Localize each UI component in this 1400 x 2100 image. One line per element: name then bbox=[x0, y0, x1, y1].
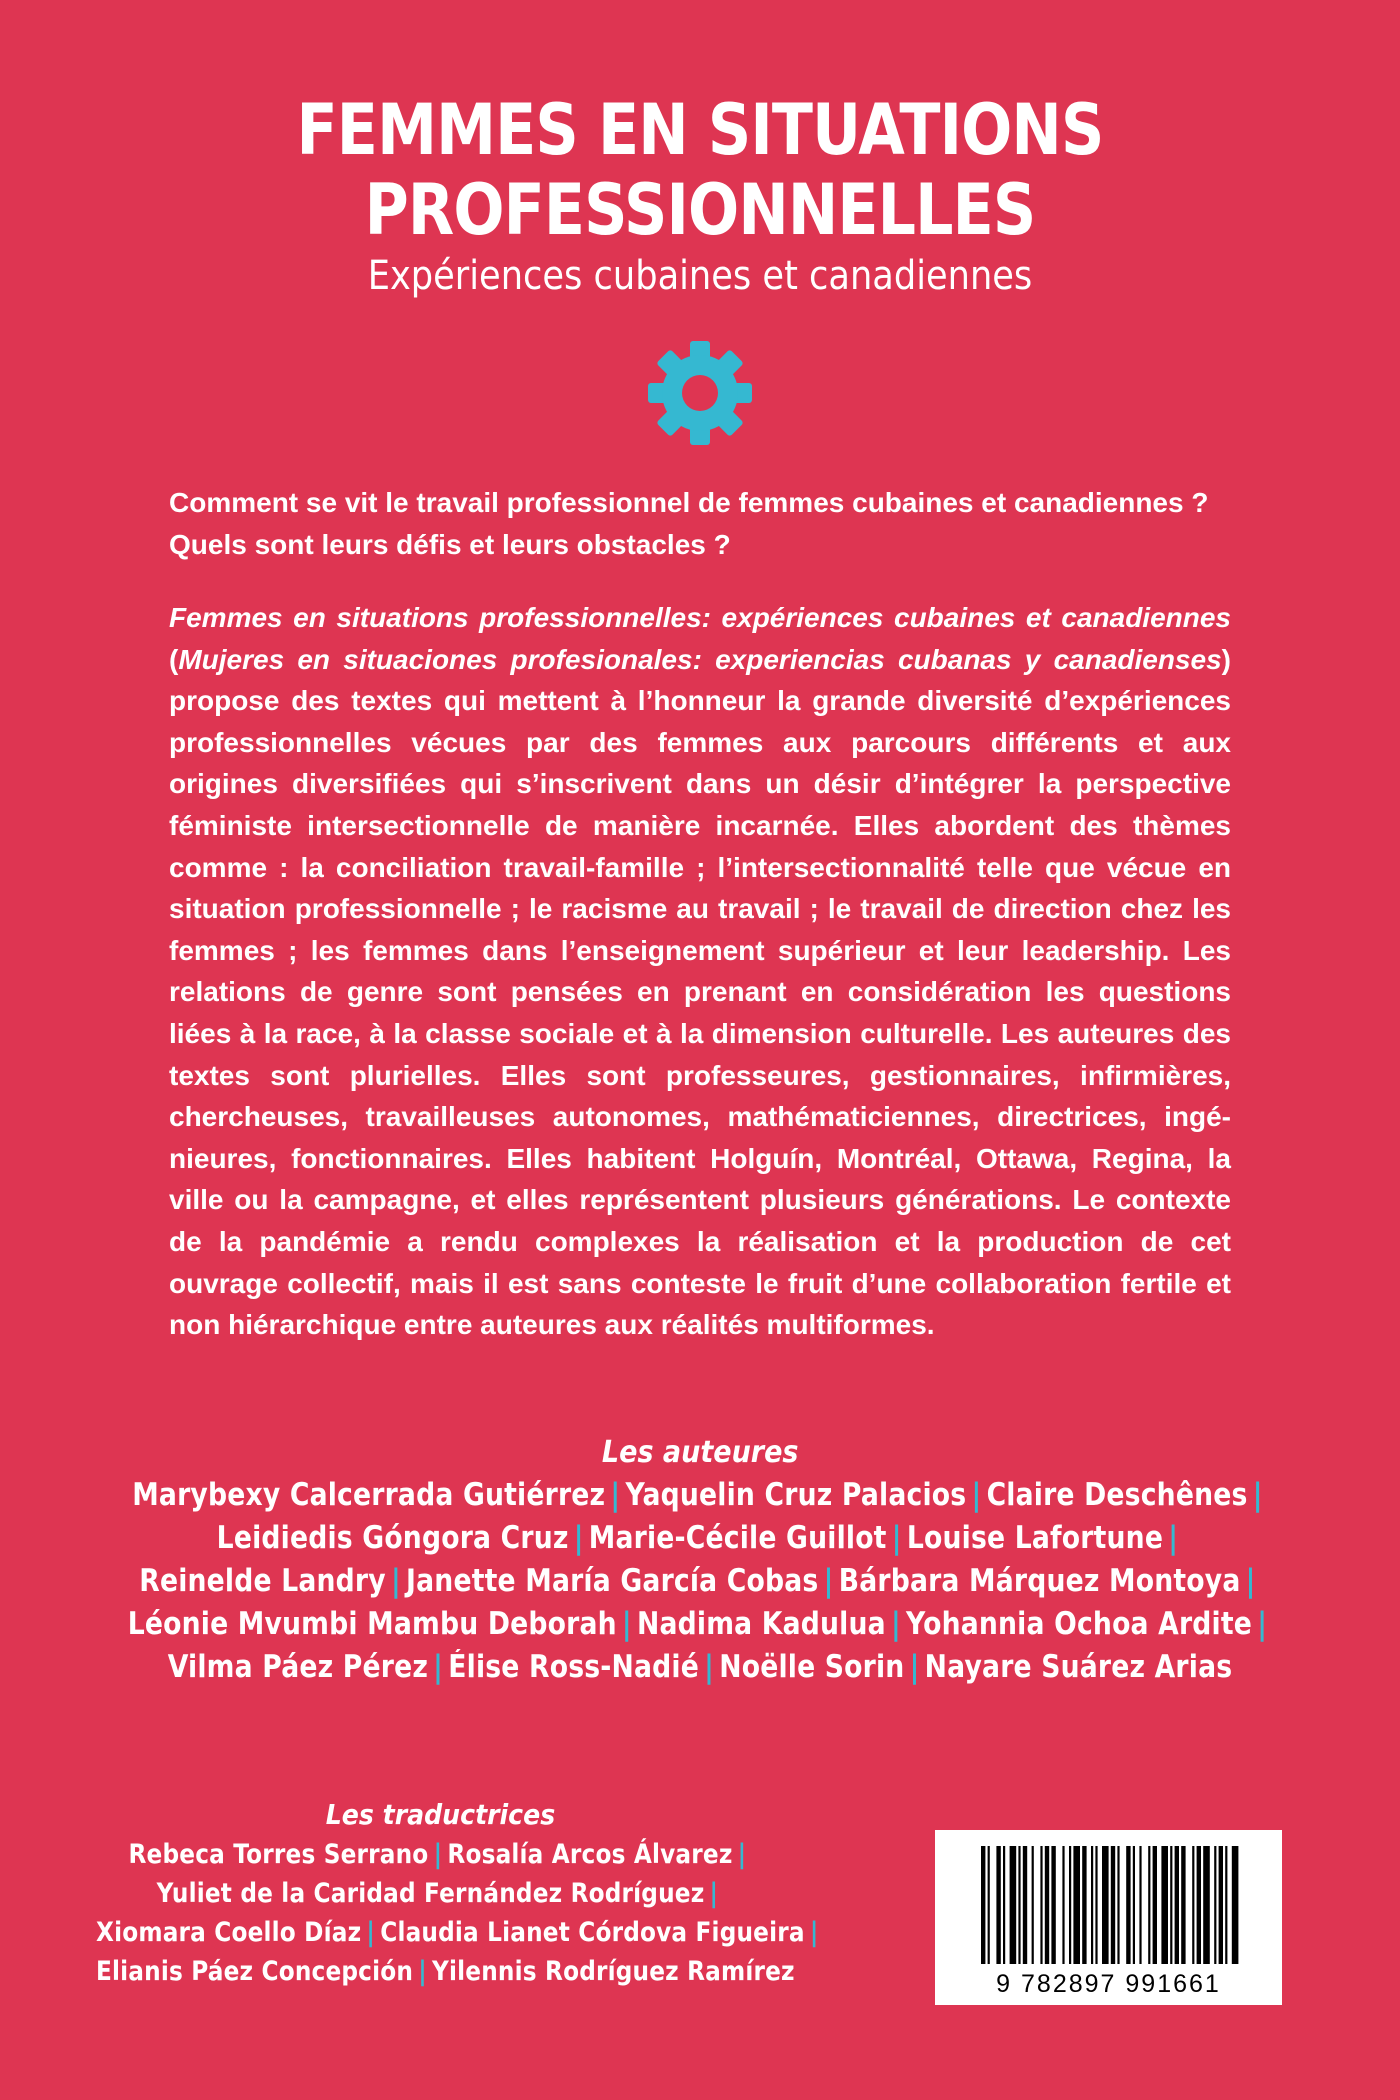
barcode-bar bbox=[1225, 1846, 1227, 1964]
isbn-barcode bbox=[935, 1830, 1282, 2005]
translators-section bbox=[40, 1795, 840, 1991]
french-title-italic: Femmes en situations professionnelles: expériences cubaines et canadiennes bbox=[169, 602, 1231, 633]
authors-line-1 bbox=[98, 1474, 1302, 1517]
separator: | bbox=[621, 1606, 632, 1642]
isbn-number: 9 782897 991661 bbox=[996, 1970, 1221, 1998]
barcode-bar bbox=[1133, 1846, 1135, 1964]
translator-name: Xiomara Coello Díaz bbox=[96, 1917, 362, 1948]
barcode-bar bbox=[1051, 1846, 1055, 1964]
barcode-bar bbox=[1214, 1846, 1216, 1964]
author-name: Élise Ross-Nadié bbox=[448, 1649, 699, 1685]
separator: | bbox=[366, 1917, 376, 1948]
author-name: Louise Lafortune bbox=[906, 1520, 1164, 1556]
barcode-bar bbox=[1197, 1846, 1201, 1964]
author-name: Vilma Páez Pérez bbox=[167, 1649, 429, 1685]
barcode-bar bbox=[1010, 1846, 1017, 1964]
translator-name: Claudia Lianet Córdova Figueira bbox=[380, 1917, 805, 1948]
barcode-bar bbox=[1181, 1846, 1185, 1964]
barcode-bar bbox=[1232, 1846, 1239, 1964]
separator: | bbox=[433, 1839, 443, 1870]
barcode-bar bbox=[1219, 1846, 1223, 1964]
translators-list bbox=[40, 1835, 840, 1991]
authors-line-4 bbox=[98, 1603, 1302, 1646]
separator: | bbox=[418, 1956, 427, 1987]
separator: | bbox=[1168, 1520, 1179, 1556]
author-name: Yaquelin Cruz Palacios bbox=[625, 1477, 967, 1513]
barcode-bar bbox=[1003, 1846, 1005, 1964]
intro-question-1: Comment se vit le travail professionnel de femmes cubaines et canadiennes ? bbox=[169, 487, 1209, 518]
separator: | bbox=[709, 1878, 719, 1909]
barcode-bar bbox=[1175, 1846, 1179, 1964]
author-name: Nadima Kadulua bbox=[637, 1606, 886, 1642]
barcode-bar bbox=[1045, 1846, 1049, 1964]
separator: | bbox=[433, 1649, 444, 1685]
separator: | bbox=[610, 1477, 621, 1513]
translators-heading: Les traductrices bbox=[325, 1798, 555, 1831]
barcode-bar bbox=[1102, 1846, 1109, 1964]
authors-heading: Les auteures bbox=[601, 1435, 799, 1470]
translator-name: Yuliet de la Caridad Fernández Rodríguez bbox=[156, 1878, 705, 1909]
barcode-bar bbox=[1032, 1846, 1034, 1964]
separator: | bbox=[390, 1563, 401, 1599]
barcode-bars bbox=[935, 1830, 1282, 1975]
author-name: Reinelde Landry bbox=[139, 1563, 386, 1599]
author-name: Noëlle Sorin bbox=[719, 1649, 905, 1685]
title-line-2: PROFESSIONNELLES bbox=[364, 169, 1036, 251]
separator: | bbox=[823, 1563, 834, 1599]
barcode-bar bbox=[1095, 1846, 1097, 1964]
barcode-bar bbox=[996, 1846, 1000, 1964]
author-name: Yohannia Ochoa Ardite bbox=[906, 1606, 1253, 1642]
author-name: Marybexy Calcerrada Gutiérrez bbox=[132, 1477, 606, 1513]
barcode-bar bbox=[1082, 1846, 1086, 1964]
author-name: Janette María García Cobas bbox=[406, 1563, 819, 1599]
barcode-bar bbox=[1062, 1846, 1064, 1964]
authors-line-2 bbox=[98, 1517, 1302, 1560]
translators-line-3 bbox=[96, 1913, 819, 1952]
separator: | bbox=[891, 1520, 902, 1556]
translators-line-2 bbox=[96, 1874, 784, 1913]
authors-line-5 bbox=[98, 1646, 1302, 1689]
barcode-bar bbox=[988, 1846, 990, 1964]
separator: | bbox=[890, 1606, 901, 1642]
translator-name: Rosalía Arcos Álvarez bbox=[447, 1839, 733, 1870]
barcode-bar bbox=[1040, 1846, 1042, 1964]
translator-name: Elianis Páez Concepción bbox=[96, 1956, 414, 1987]
separator: | bbox=[1245, 1563, 1256, 1599]
separator: | bbox=[909, 1649, 920, 1685]
intro-question-2: Quels sont leurs défis et leurs obstacles ? bbox=[169, 529, 731, 560]
barcode-bar bbox=[1069, 1846, 1071, 1964]
barcode-bar bbox=[1161, 1846, 1168, 1964]
barcode-bar bbox=[1126, 1846, 1130, 1964]
translator-name: Rebeca Torres Serrano bbox=[128, 1839, 429, 1870]
translators-line-1 bbox=[96, 1835, 784, 1874]
author-name: Léonie Mvumbi Mambu Deborah bbox=[127, 1606, 617, 1642]
barcode-bar bbox=[1111, 1846, 1115, 1964]
translators-line-4 bbox=[96, 1952, 795, 1991]
authors-line-3 bbox=[98, 1560, 1302, 1603]
barcode-bar bbox=[1170, 1846, 1172, 1964]
separator: | bbox=[971, 1477, 982, 1513]
book-subtitle: Expériences cubaines et canadiennes bbox=[367, 253, 1033, 299]
author-name: Claire Deschênes bbox=[986, 1477, 1248, 1513]
author-name: Marie-Cécile Guillot bbox=[588, 1520, 887, 1556]
barcode-bar bbox=[1023, 1846, 1027, 1964]
separator: | bbox=[573, 1520, 584, 1556]
author-name: Nayare Suárez Arias bbox=[924, 1649, 1233, 1685]
author-name: Leidiedis Góngora Cruz bbox=[216, 1520, 569, 1556]
barcode-bar bbox=[1091, 1846, 1093, 1964]
barcode-bar bbox=[981, 1846, 985, 1964]
separator: | bbox=[704, 1649, 715, 1685]
separator: | bbox=[809, 1917, 819, 1948]
intro-questions bbox=[169, 482, 1231, 566]
separator: | bbox=[1252, 1477, 1263, 1513]
authors-section bbox=[0, 1432, 1400, 1689]
barcode-bar bbox=[1153, 1846, 1157, 1964]
separator: | bbox=[1257, 1606, 1268, 1642]
title-line-1: FEMMES EN SITUATIONS bbox=[296, 89, 1104, 171]
barcode-bar bbox=[1018, 1846, 1020, 1964]
description-text: ) propose des textes qui mettent à l’honneur la grande diversité d’expériences professionnelles vécues par des femmes aux parcours différents et aux origines diversifiées qui s’inscrivent dans un désir d’intégrer la perspective féministe intersectionnelle de manière incarnée. Elles abordent des thèmes comme : la conciliation travail-famille ; l’intersectionnalité telle que vécue en situation professionnelle ; le racisme au travail ; le travail de direction chez les femmes ; les femmes dans l’enseignement supérieur et leur leadership. Les relations de genre sont pensées en prenant en considération les questions liées à la race, à la classe sociale et à la dimension culturelle. Les auteures des textes sont plurielles. Elles sont professeures, gestionnaires, infirmières, chercheuses, travailleuses autonomes, mathématiciennes, directrices, ingénieures, fonctionnaires. Elles habitent Holguín, Montréal, Ottawa, Regina, la ville ou la campagne, et elles représentent plusieurs générations. Le contexte de la pandémie a rendu complexes la réalisation et la production de cet ouvrage collectif, mais il est sans conteste le fruit d’une collaboration fertile et non hiérarchique entre auteures aux réalités multiformes. bbox=[169, 643, 1231, 1341]
barcode-bar bbox=[1192, 1846, 1194, 1964]
author-name: Bárbara Márquez Montoya bbox=[838, 1563, 1241, 1599]
barcode-bar bbox=[1148, 1846, 1150, 1964]
translator-name: Yilennis Rodríguez Ramírez bbox=[432, 1956, 795, 1987]
barcode-bar bbox=[1203, 1846, 1210, 1964]
barcode-bar bbox=[1073, 1846, 1080, 1964]
barcode-bar bbox=[1139, 1846, 1141, 1964]
description-paragraph bbox=[169, 597, 1231, 1346]
barcode-bar bbox=[1117, 1846, 1119, 1964]
paren-open: ( bbox=[169, 643, 179, 675]
book-title bbox=[98, 90, 1302, 250]
spanish-title-italic: Mujeres en situaciones profesionales: experiencias cubanas y canadienses bbox=[178, 643, 1222, 675]
gear-icon bbox=[645, 338, 755, 448]
authors-list bbox=[0, 1474, 1400, 1689]
separator: | bbox=[737, 1839, 747, 1870]
